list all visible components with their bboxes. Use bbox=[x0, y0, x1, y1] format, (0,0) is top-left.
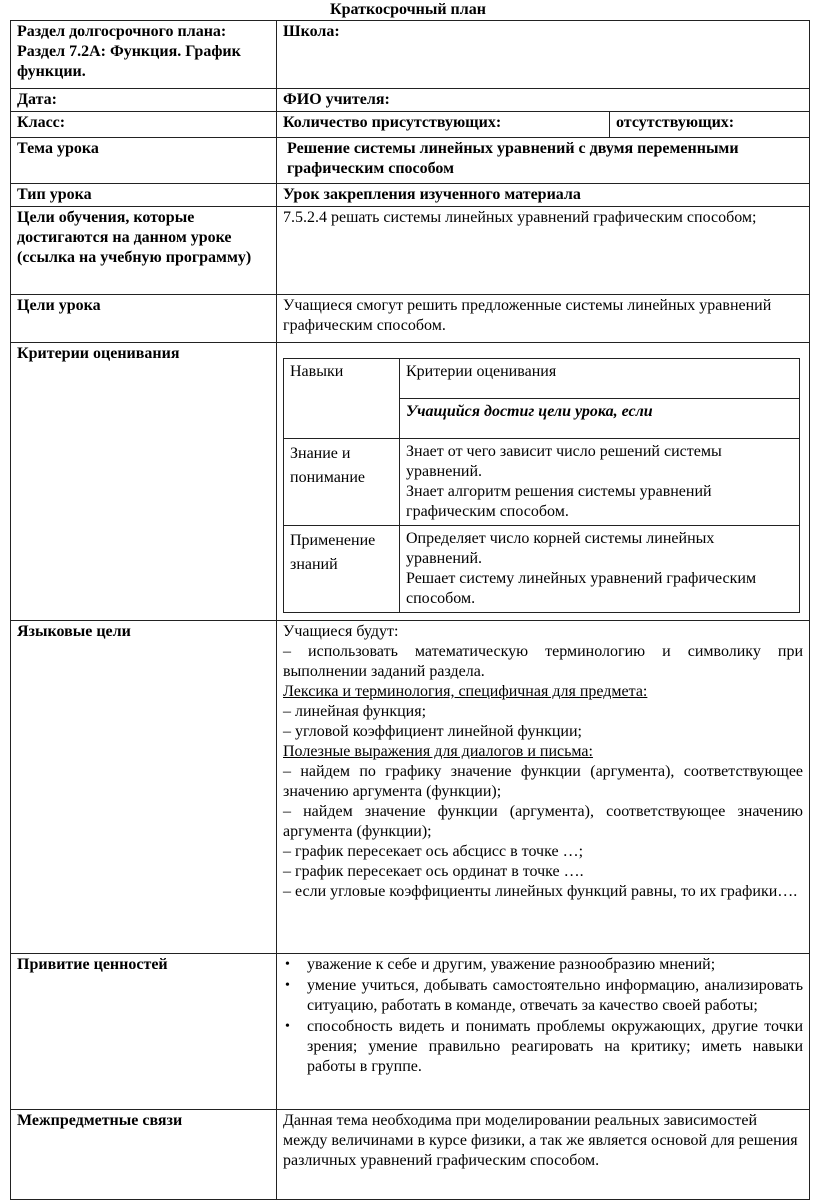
row-values bbox=[11, 954, 810, 1110]
lesson-goals-value: Учащиеся смогут решить предложенные системы линейных уравнений графическим способом. bbox=[277, 295, 810, 343]
language-intro: Учащиеся будут: bbox=[283, 623, 399, 640]
learning-goals-value: 7.5.2.4 решать системы линейных уравнений графическим способом; bbox=[277, 207, 810, 295]
criteria-description bbox=[400, 439, 800, 526]
criteria-table bbox=[283, 358, 800, 613]
row-lesson-type bbox=[11, 184, 810, 207]
absent-label: отсутствующих: bbox=[610, 112, 810, 138]
criteria-line: Знает от чего зависит число решений системы уравнений. bbox=[406, 443, 722, 480]
phrase-item: – если угловые коэффициенты линейных функций равны, то их графики…. bbox=[283, 883, 798, 900]
phrases-heading: Полезные выражения для диалогов и письма: bbox=[283, 743, 593, 760]
phrase-item: – найдем по графику значение функции (аргумента), соответствующее значению аргумента (функции); bbox=[283, 763, 804, 800]
class-label: Класс: bbox=[11, 112, 277, 138]
row-learning-goals bbox=[11, 207, 810, 295]
school-label: Школа: bbox=[277, 21, 810, 89]
vocab-heading: Лексика и терминология, специфичная для предмета: bbox=[283, 683, 648, 700]
teacher-label: ФИО учителя: bbox=[277, 89, 810, 112]
row-topic bbox=[11, 138, 810, 184]
vocab-item: – линейная функция; bbox=[283, 703, 427, 720]
language-goals-label: Языковые цели bbox=[11, 621, 277, 954]
row-class bbox=[11, 112, 810, 138]
learning-goals-label: Цели обучения, которые достигаются на данном уроке (ссылка на учебную программу) bbox=[11, 207, 277, 295]
lesson-plan-table bbox=[10, 20, 810, 1200]
row-section bbox=[11, 21, 810, 89]
vocab-item: – угловой коэффициент линейной функции; bbox=[283, 723, 582, 740]
row-cross-curricular bbox=[11, 1110, 810, 1200]
row-date bbox=[11, 89, 810, 112]
lesson-type-value: Урок закрепления изученного материала bbox=[277, 184, 810, 207]
values-item: • уважение к себе и другим, уважение разнообразию мнений; bbox=[285, 956, 716, 973]
criteria-label: Критерии оценивания bbox=[11, 343, 277, 621]
phrase-item: – график пересекает ось абсцисс в точке …; bbox=[283, 843, 584, 860]
criteria-row-application bbox=[284, 526, 800, 613]
row-language-goals bbox=[11, 621, 810, 954]
cross-curricular-label: Межпредметные связи bbox=[11, 1110, 277, 1200]
criteria-line: Знает алгоритм решения системы уравнений графическим способом. bbox=[406, 483, 712, 520]
bullet-icon: • bbox=[285, 978, 290, 993]
values-cell bbox=[277, 954, 810, 1110]
section-label: Раздел долгосрочного плана: Раздел 7.2А: Функция. График функции. bbox=[11, 21, 277, 89]
criteria-row-knowledge bbox=[284, 439, 800, 526]
phrase-item: – найдем значение функции (аргумента), соответствующее значению аргумента (функции); bbox=[283, 803, 804, 840]
criteria-line: Решает систему линейных уравнений графическим способом. bbox=[406, 570, 757, 607]
topic-value: Решение системы линейных уравнений с двумя переменными графическим способом bbox=[277, 138, 810, 184]
date-label: Дата: bbox=[11, 89, 277, 112]
criteria-description bbox=[400, 526, 800, 613]
criteria-goal-line: Учащийся достиг цели урока, если bbox=[400, 399, 800, 439]
cross-curricular-value: Данная тема необходима при моделировании реальных зависимостей между величинами в курсе физики, а так же является основой для решения различных уравнений графическим способом. bbox=[277, 1110, 810, 1200]
bullet-icon: • bbox=[285, 1019, 290, 1034]
values-item: • умение учиться, добывать самостоятельно информацию, анализировать ситуацию, работать в команде, отвечать за качество своей работы; bbox=[285, 977, 804, 1014]
criteria-header-row bbox=[284, 359, 800, 399]
criteria-col-skills: Навыки bbox=[284, 359, 400, 439]
language-goals-value bbox=[277, 621, 810, 954]
bullet-icon: • bbox=[285, 957, 290, 972]
present-label: Количество присутствующих: bbox=[277, 112, 610, 138]
criteria-col-criteria: Критерии оценивания bbox=[400, 359, 800, 399]
values-list bbox=[283, 955, 803, 1077]
lesson-goals-label: Цели урока bbox=[11, 295, 277, 343]
language-item: – использовать математическую терминологию и символику при выполнении заданий раздела. bbox=[283, 643, 804, 680]
lesson-type-label: Тип урока bbox=[11, 184, 277, 207]
values-item: • способность видеть и понимать проблемы окружающих, другие точки зрения; умение правильно реагировать на критику; иметь навыки работы в группе. bbox=[285, 1018, 804, 1075]
criteria-skill: Знание и понимание bbox=[284, 439, 400, 526]
criteria-cell bbox=[277, 343, 810, 621]
criteria-line: Определяет число корней системы линейных уравнений. bbox=[406, 530, 715, 567]
topic-label: Тема урока bbox=[11, 138, 277, 184]
row-lesson-goals bbox=[11, 295, 810, 343]
values-label: Привитие ценностей bbox=[11, 954, 277, 1110]
criteria-skill: Применение знаний bbox=[284, 526, 400, 613]
phrase-item: – график пересекает ось ординат в точке …. bbox=[283, 863, 584, 880]
page-title: Краткосрочный план bbox=[330, 1, 486, 18]
row-criteria bbox=[11, 343, 810, 621]
